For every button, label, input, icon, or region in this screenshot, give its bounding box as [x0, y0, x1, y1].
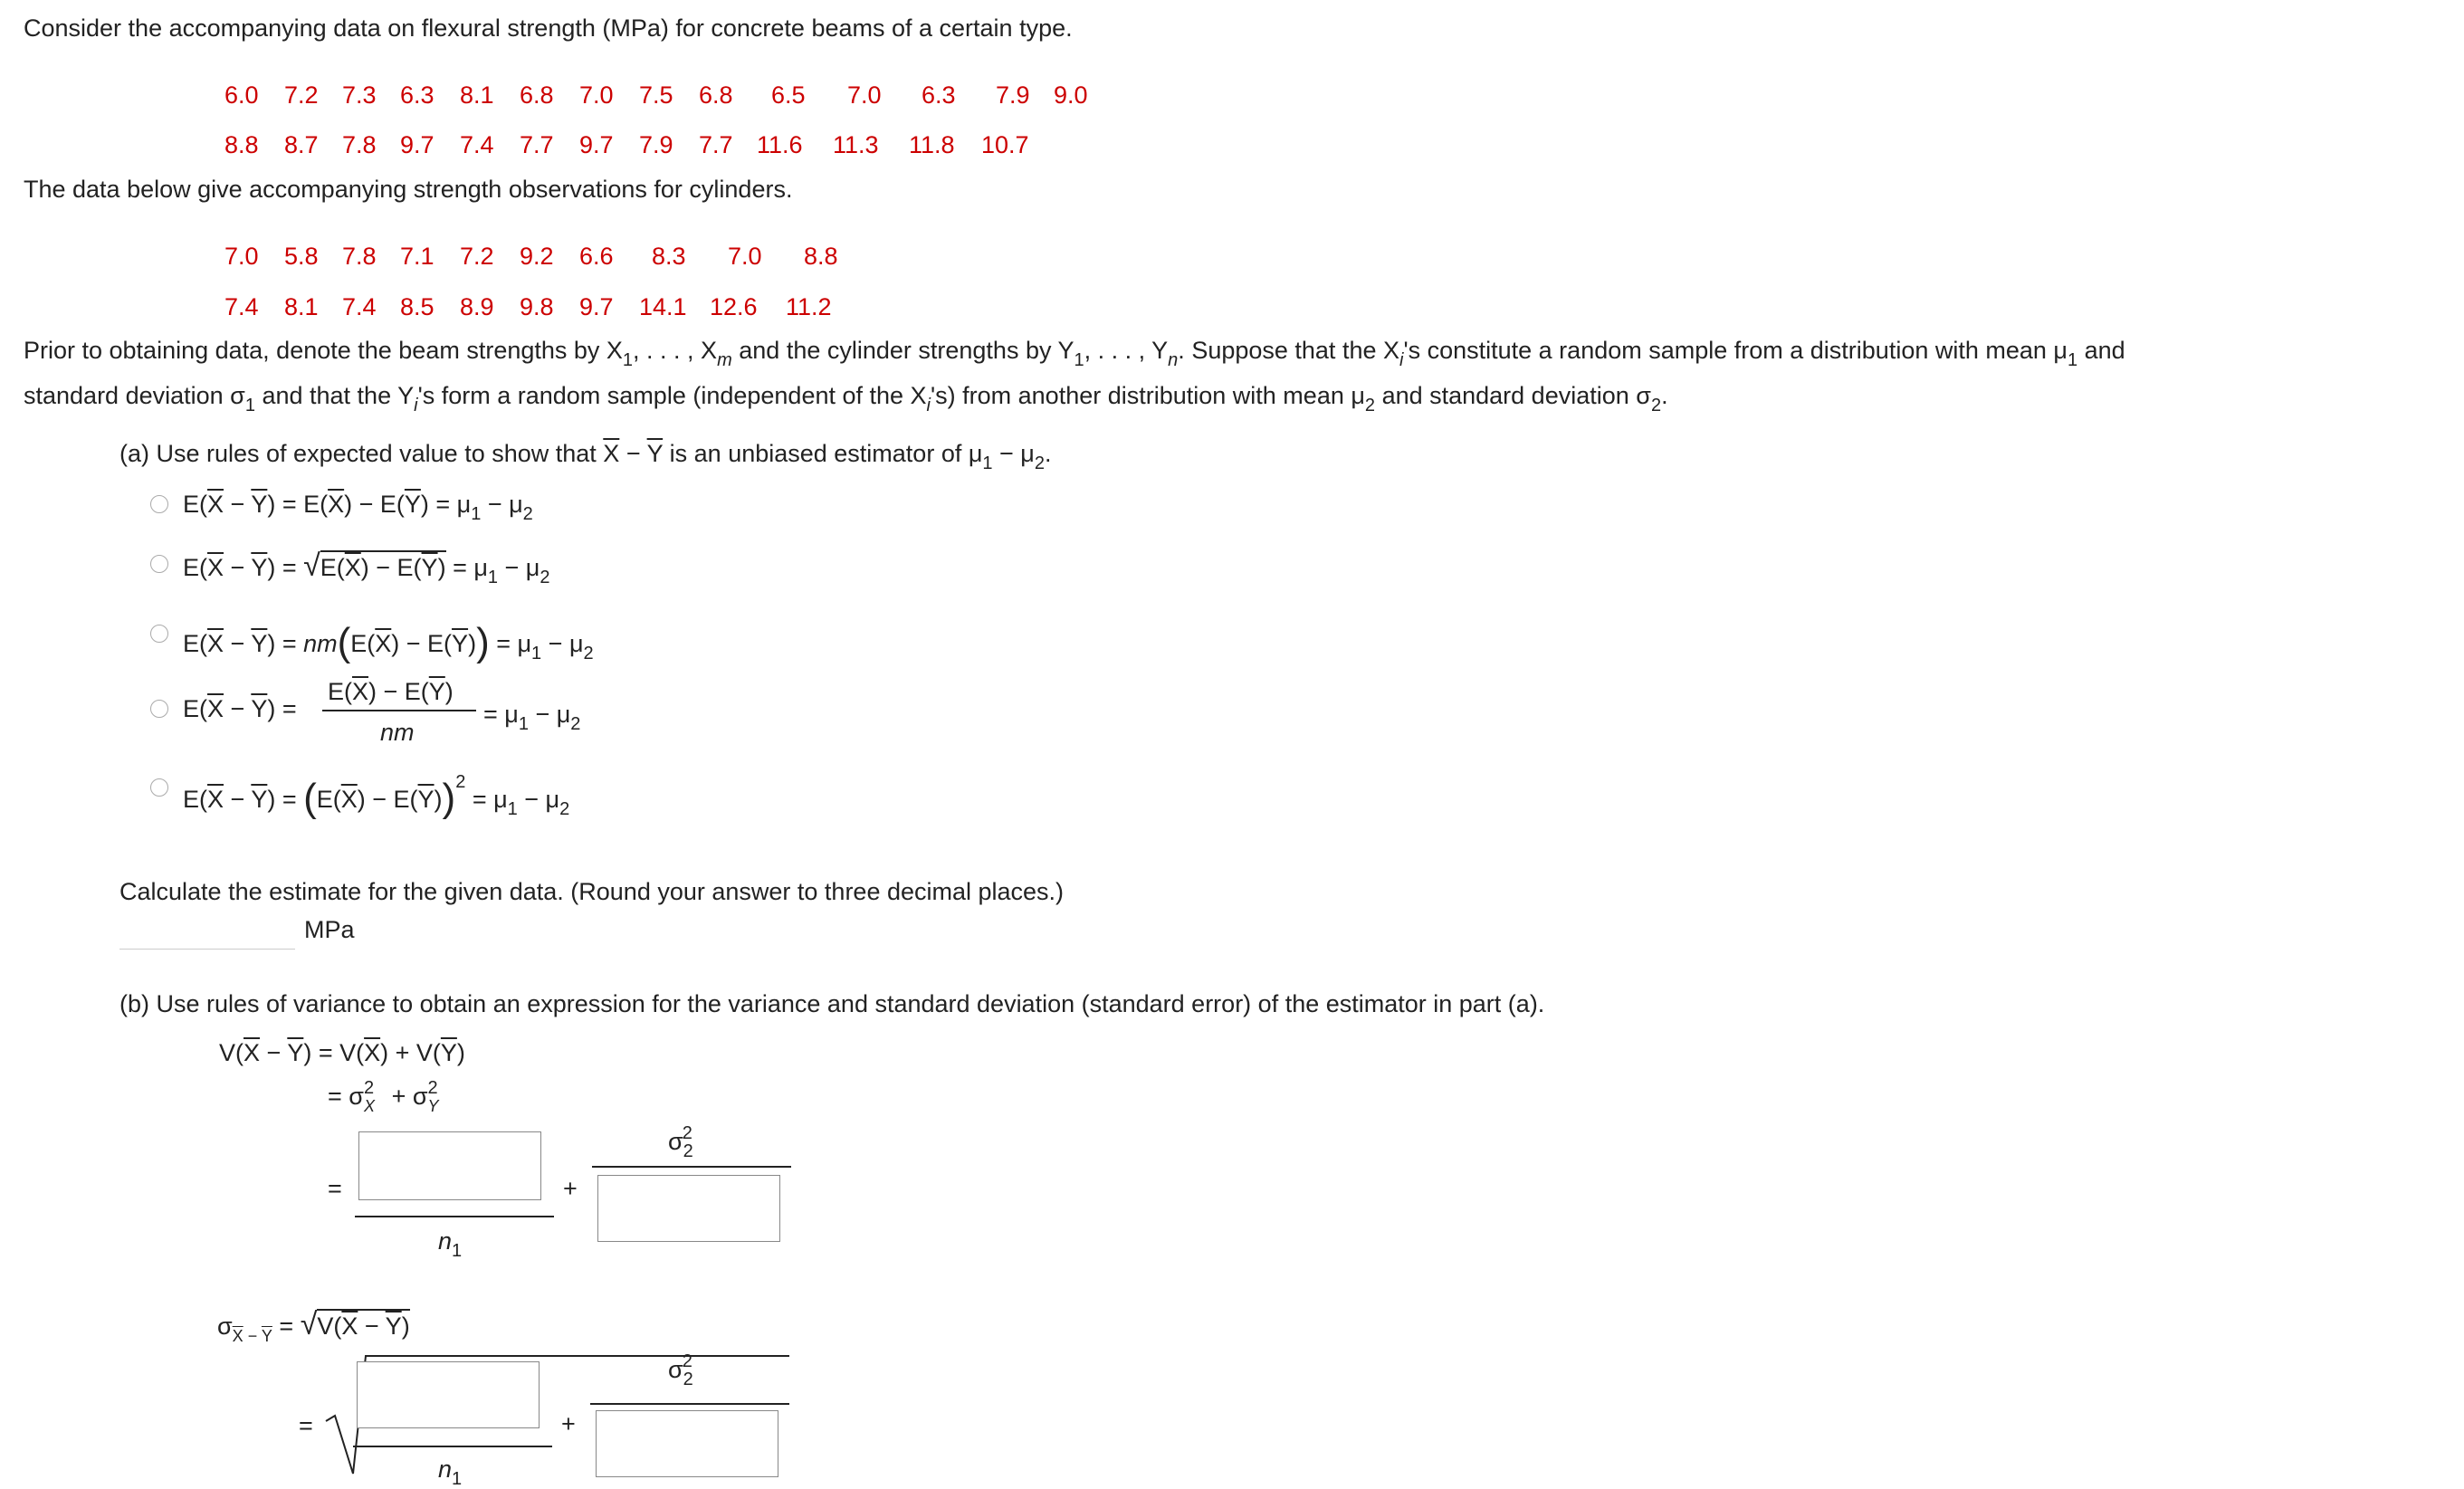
data-value: 7.8: [342, 243, 377, 270]
data-value: 7.2: [460, 243, 494, 270]
option-4-label-lhs[interactable]: $E(\overline{X} - \overline{Y})$ =: [183, 695, 297, 722]
data-value: 9.7: [400, 131, 435, 158]
option-4-rhs: = $\mu_1 - \mu_2$: [483, 701, 581, 734]
prior-text-line-1: Prior to obtaining data, denote the beam strengths by $X_1$, . . . , $X_m$ and the cylinder strengths by $Y_1$, . . . , $Y_n$. Suppose that the $X_i's$ constitute a random sample from a distribution with mean $\mu_1$ and: [24, 337, 2125, 370]
data-value: 9.2: [520, 243, 554, 270]
variance-line-2: = $\sigma_X^2 + \sigma_Y^2$: [328, 1078, 439, 1115]
cylinder-intro-text: The data below give accompanying strength observations for cylinders.: [24, 176, 793, 203]
data-value: 8.8: [804, 243, 838, 270]
data-value: 14.1: [639, 293, 687, 320]
part-a-question: (a) Use rules of expected value to show that $\overline{X} - \overline{Y}$ is an unbiased estimator of $\mu_1 - \mu_2$.: [119, 440, 1052, 473]
unit-label: MPa: [304, 916, 355, 943]
variance-fraction-bar-1: [355, 1216, 554, 1217]
data-value: 7.4: [460, 131, 494, 158]
data-value: 6.8: [699, 81, 733, 109]
data-value: 7.1: [400, 243, 435, 270]
data-value: 6.3: [922, 81, 956, 109]
data-value: 7.9: [996, 81, 1030, 109]
data-value: 10.7: [981, 131, 1029, 158]
data-value: 8.1: [284, 293, 319, 320]
variance-denominator-1: $n_1$: [438, 1227, 463, 1261]
option-3-radio[interactable]: [150, 625, 168, 643]
data-value: 7.0: [579, 81, 614, 109]
data-value: 7.0: [728, 243, 762, 270]
std-error-plus: +: [561, 1410, 576, 1437]
data-value: 12.6: [710, 293, 758, 320]
estimate-answer-input[interactable]: [119, 912, 295, 950]
data-value: 6.3: [400, 81, 435, 109]
variance-numerator-2: $\sigma_2^2$: [668, 1123, 693, 1161]
variance-line-1: $V(\overline{X} - \overline{Y}) = V(\overline{X}) + V(\overline{Y})$: [219, 1039, 465, 1066]
data-value: 7.0: [847, 81, 882, 109]
data-value: 8.9: [460, 293, 494, 320]
prior-text-line-2: standard deviation $\sigma_1$ and that the $Y_i's$ form a random sample (independent of the $X_i's$) from another distribution with mean $\mu_2$ and standard deviation $\sigma_2$.: [24, 382, 1668, 415]
std-error-fraction-bar-2: [590, 1403, 789, 1405]
data-value: 7.4: [224, 293, 259, 320]
std-error-fraction-bar-1: [353, 1446, 552, 1447]
data-value: 9.7: [579, 131, 614, 158]
std-error-numerator-1-input[interactable]: [357, 1361, 540, 1428]
data-value: 11.3: [833, 131, 879, 158]
std-error-denominator-2-input[interactable]: [596, 1410, 778, 1477]
data-value: 8.1: [460, 81, 494, 109]
intro-text: Consider the accompanying data on flexural strength (MPa) for concrete beams of a certain type.: [24, 14, 1073, 42]
data-value: 6.0: [224, 81, 259, 109]
variance-denominator-2-input[interactable]: [597, 1175, 780, 1242]
std-error-denominator-1: $n_1$: [438, 1456, 463, 1489]
option-5-label[interactable]: $E(\overline{X} - \overline{Y}) = (E(\overline{X}) - E(\overline{Y}))^2 = \mu_1 - \mu_2$: [183, 772, 570, 820]
data-value: 8.5: [400, 293, 435, 320]
data-value: 8.7: [284, 131, 319, 158]
option-5-radio[interactable]: [150, 778, 168, 797]
std-error-line-1: $\sigma_{\overline{X} - \overline{Y}} = √V(\overline{X} - \overline{Y})$: [217, 1307, 410, 1345]
data-value: 5.8: [284, 243, 319, 270]
data-value: 7.4: [342, 293, 377, 320]
part-b-question: (b) Use rules of variance to obtain an expression for the variance and standard deviation (standard error) of the estimator in part (a).: [119, 990, 1545, 1017]
variance-numerator-1-input[interactable]: [358, 1131, 541, 1200]
option-4-fraction-bar: [322, 710, 476, 711]
data-value: 7.5: [639, 81, 673, 109]
data-value: 9.7: [579, 293, 614, 320]
calc-prompt: Calculate the estimate for the given data. (Round your answer to three decimal places.): [119, 878, 1065, 905]
data-value: 6.8: [520, 81, 554, 109]
data-value: 7.7: [520, 131, 554, 158]
option-4-radio[interactable]: [150, 700, 168, 718]
variance-plus: +: [563, 1175, 578, 1202]
option-2-radio[interactable]: [150, 555, 168, 573]
data-value: 7.9: [639, 131, 673, 158]
data-value: 7.8: [342, 131, 377, 158]
data-value: 8.8: [224, 131, 259, 158]
data-value: 7.0: [224, 243, 259, 270]
option-2-label[interactable]: $E(\overline{X} - \overline{Y}) = √E(\overline{X}) - E(\overline{Y}) = \mu_1 - \mu_2$: [183, 549, 550, 587]
data-value: 7.7: [699, 131, 733, 158]
option-4-numerator: $E(\overline{X}) - E(\overline{Y})$: [328, 678, 454, 705]
data-value: 7.2: [284, 81, 319, 109]
data-value: 11.6: [757, 131, 803, 158]
data-value: 8.3: [652, 243, 686, 270]
data-value: 11.8: [909, 131, 955, 158]
data-value: 6.5: [771, 81, 806, 109]
std-error-numerator-2: $\sigma_2^2$: [668, 1351, 693, 1389]
option-1-radio[interactable]: [150, 495, 168, 513]
data-value: 11.2: [786, 293, 832, 320]
option-3-label[interactable]: $E(\overline{X} - \overline{Y}) = nm(E(\overline{X}) - E(\overline{Y})) = \mu_1 - \mu_2$: [183, 620, 594, 664]
option-4-denominator: nm: [380, 719, 415, 746]
data-value: 9.0: [1054, 81, 1088, 109]
variance-equals: =: [328, 1175, 342, 1202]
option-1-label[interactable]: $E(\overline{X} - \overline{Y}) = E(\overline{X}) - E(\overline{Y}) = \mu_1 - \mu_2$: [183, 491, 533, 524]
data-value: 9.8: [520, 293, 554, 320]
data-value: 7.3: [342, 81, 377, 109]
variance-fraction-bar-2: [592, 1166, 791, 1168]
data-value: 6.6: [579, 243, 614, 270]
std-error-equals: =: [299, 1412, 313, 1439]
